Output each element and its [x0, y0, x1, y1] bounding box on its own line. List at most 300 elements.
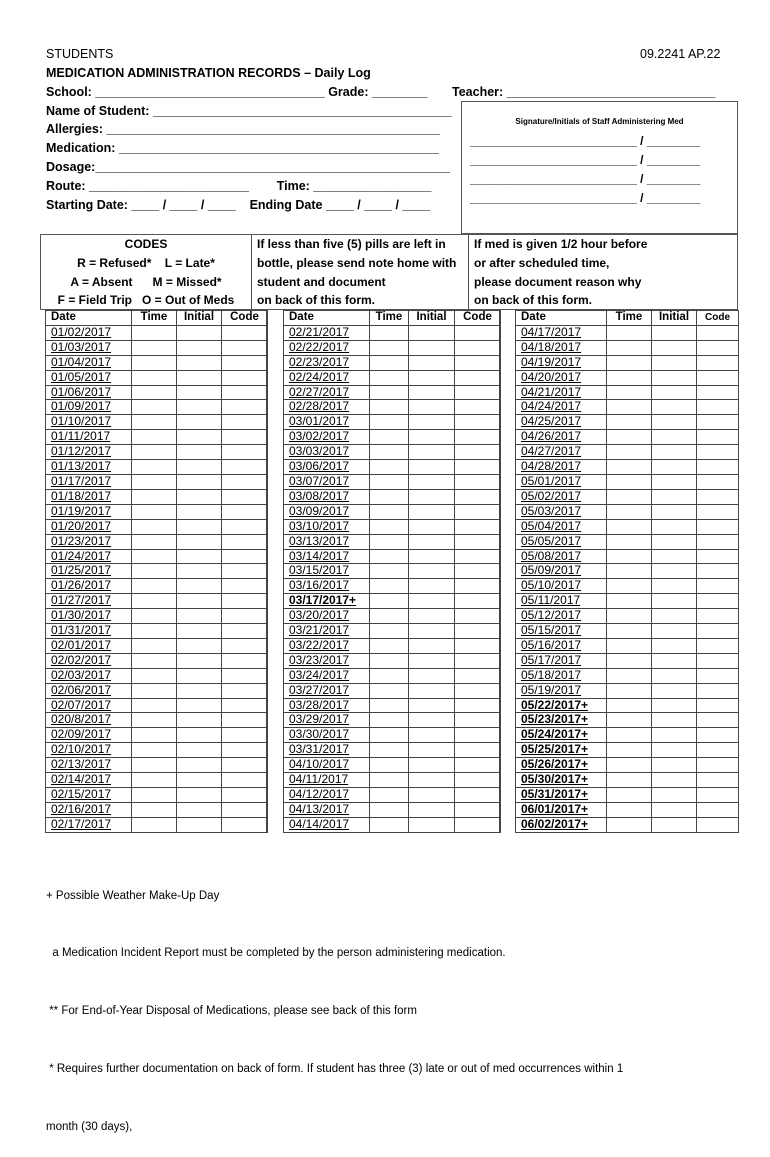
time-cell[interactable]	[132, 638, 177, 653]
signature-line-3[interactable]: _________________________ / ________	[470, 172, 701, 186]
code-cell[interactable]	[697, 430, 739, 445]
initial-cell[interactable]	[652, 638, 697, 653]
initial-cell[interactable]	[177, 415, 222, 430]
time-cell[interactable]	[607, 564, 652, 579]
initial-cell[interactable]	[652, 430, 697, 445]
time-cell[interactable]	[370, 564, 409, 579]
code-cell[interactable]	[455, 802, 501, 817]
code-cell[interactable]	[222, 474, 268, 489]
time-cell[interactable]	[370, 400, 409, 415]
time-cell[interactable]	[132, 609, 177, 624]
initial-cell[interactable]	[409, 728, 455, 743]
time-cell[interactable]	[132, 579, 177, 594]
time-cell[interactable]	[132, 534, 177, 549]
code-cell[interactable]	[697, 519, 739, 534]
code-cell[interactable]	[697, 445, 739, 460]
time-cell[interactable]	[370, 340, 409, 355]
time-cell[interactable]	[132, 325, 177, 340]
initial-cell[interactable]	[409, 400, 455, 415]
code-cell[interactable]	[222, 340, 268, 355]
signature-line-4[interactable]: _________________________ / ________	[470, 191, 701, 205]
initial-cell[interactable]	[409, 430, 455, 445]
time-cell[interactable]	[370, 430, 409, 445]
code-cell[interactable]	[455, 817, 501, 832]
code-cell[interactable]	[222, 534, 268, 549]
initial-cell[interactable]	[409, 624, 455, 639]
time-cell[interactable]	[607, 325, 652, 340]
time-cell[interactable]	[607, 743, 652, 758]
initial-cell[interactable]	[652, 385, 697, 400]
code-cell[interactable]	[455, 489, 501, 504]
code-cell[interactable]	[222, 653, 268, 668]
code-cell[interactable]	[697, 638, 739, 653]
time-cell[interactable]	[607, 430, 652, 445]
initial-cell[interactable]	[177, 683, 222, 698]
time-cell[interactable]	[607, 788, 652, 803]
initial-cell[interactable]	[652, 460, 697, 475]
time-cell[interactable]	[132, 773, 177, 788]
code-cell[interactable]	[222, 549, 268, 564]
time-cell[interactable]	[370, 624, 409, 639]
time-cell[interactable]	[132, 460, 177, 475]
school-grade-field[interactable]: School: _________________________________ Grade: ________	[46, 85, 428, 99]
initial-cell[interactable]	[177, 609, 222, 624]
time-cell[interactable]	[607, 594, 652, 609]
time-cell[interactable]	[607, 817, 652, 832]
code-cell[interactable]	[455, 624, 501, 639]
time-cell[interactable]	[607, 400, 652, 415]
code-cell[interactable]	[455, 728, 501, 743]
code-cell[interactable]	[697, 385, 739, 400]
initial-cell[interactable]	[652, 802, 697, 817]
time-cell[interactable]	[607, 504, 652, 519]
time-cell[interactable]	[607, 460, 652, 475]
code-cell[interactable]	[697, 504, 739, 519]
time-cell[interactable]	[132, 519, 177, 534]
time-cell[interactable]	[370, 788, 409, 803]
code-cell[interactable]	[222, 385, 268, 400]
code-cell[interactable]	[697, 534, 739, 549]
initial-cell[interactable]	[652, 788, 697, 803]
time-cell[interactable]	[132, 817, 177, 832]
initial-cell[interactable]	[652, 713, 697, 728]
initial-cell[interactable]	[177, 638, 222, 653]
initial-cell[interactable]	[177, 355, 222, 370]
time-cell[interactable]	[607, 355, 652, 370]
initial-cell[interactable]	[409, 325, 455, 340]
code-cell[interactable]	[222, 460, 268, 475]
code-cell[interactable]	[455, 445, 501, 460]
time-cell[interactable]	[132, 355, 177, 370]
time-cell[interactable]	[370, 668, 409, 683]
initial-cell[interactable]	[652, 594, 697, 609]
initial-cell[interactable]	[177, 400, 222, 415]
initial-cell[interactable]	[652, 445, 697, 460]
time-cell[interactable]	[132, 430, 177, 445]
code-cell[interactable]	[697, 817, 739, 832]
route-time-field[interactable]: Route: _______________________ Time: _________________	[46, 179, 432, 193]
code-cell[interactable]	[697, 698, 739, 713]
code-cell[interactable]	[455, 325, 501, 340]
time-cell[interactable]	[132, 445, 177, 460]
time-cell[interactable]	[370, 519, 409, 534]
code-cell[interactable]	[697, 564, 739, 579]
code-cell[interactable]	[455, 355, 501, 370]
initial-cell[interactable]	[177, 430, 222, 445]
code-cell[interactable]	[697, 773, 739, 788]
time-cell[interactable]	[370, 355, 409, 370]
code-cell[interactable]	[455, 609, 501, 624]
initial-cell[interactable]	[177, 579, 222, 594]
initial-cell[interactable]	[177, 743, 222, 758]
code-cell[interactable]	[697, 355, 739, 370]
initial-cell[interactable]	[409, 609, 455, 624]
code-cell[interactable]	[455, 788, 501, 803]
code-cell[interactable]	[222, 624, 268, 639]
initial-cell[interactable]	[652, 609, 697, 624]
time-cell[interactable]	[370, 817, 409, 832]
code-cell[interactable]	[455, 638, 501, 653]
time-cell[interactable]	[132, 698, 177, 713]
code-cell[interactable]	[697, 683, 739, 698]
initial-cell[interactable]	[652, 758, 697, 773]
initial-cell[interactable]	[409, 504, 455, 519]
initial-cell[interactable]	[652, 698, 697, 713]
time-cell[interactable]	[607, 668, 652, 683]
signature-line-2[interactable]: _________________________ / ________	[470, 153, 701, 167]
initial-cell[interactable]	[652, 400, 697, 415]
initial-cell[interactable]	[177, 564, 222, 579]
initial-cell[interactable]	[177, 624, 222, 639]
initial-cell[interactable]	[409, 519, 455, 534]
initial-cell[interactable]	[177, 519, 222, 534]
time-cell[interactable]	[132, 594, 177, 609]
time-cell[interactable]	[370, 594, 409, 609]
initial-cell[interactable]	[177, 340, 222, 355]
code-cell[interactable]	[455, 340, 501, 355]
time-cell[interactable]	[370, 773, 409, 788]
code-cell[interactable]	[222, 713, 268, 728]
code-cell[interactable]	[697, 489, 739, 504]
initial-cell[interactable]	[409, 355, 455, 370]
code-cell[interactable]	[222, 788, 268, 803]
initial-cell[interactable]	[409, 668, 455, 683]
initial-cell[interactable]	[177, 773, 222, 788]
initial-cell[interactable]	[652, 534, 697, 549]
time-cell[interactable]	[370, 802, 409, 817]
initial-cell[interactable]	[409, 773, 455, 788]
allergies-field[interactable]: Allergies: ________________________________________________	[46, 122, 441, 136]
initial-cell[interactable]	[409, 698, 455, 713]
dosage-field[interactable]: Dosage:___________________________________________________	[46, 160, 450, 174]
time-cell[interactable]	[607, 609, 652, 624]
time-cell[interactable]	[370, 385, 409, 400]
time-cell[interactable]	[132, 385, 177, 400]
code-cell[interactable]	[222, 802, 268, 817]
initial-cell[interactable]	[177, 549, 222, 564]
code-cell[interactable]	[455, 579, 501, 594]
initial-cell[interactable]	[409, 534, 455, 549]
code-cell[interactable]	[455, 460, 501, 475]
time-cell[interactable]	[607, 802, 652, 817]
code-cell[interactable]	[222, 594, 268, 609]
time-cell[interactable]	[132, 788, 177, 803]
code-cell[interactable]	[697, 549, 739, 564]
initial-cell[interactable]	[652, 743, 697, 758]
initial-cell[interactable]	[177, 385, 222, 400]
code-cell[interactable]	[222, 445, 268, 460]
code-cell[interactable]	[697, 325, 739, 340]
initial-cell[interactable]	[652, 653, 697, 668]
initial-cell[interactable]	[652, 519, 697, 534]
initial-cell[interactable]	[177, 325, 222, 340]
time-cell[interactable]	[607, 683, 652, 698]
time-cell[interactable]	[370, 460, 409, 475]
signature-line-1[interactable]: _________________________ / ________	[470, 134, 701, 148]
code-cell[interactable]	[222, 728, 268, 743]
time-cell[interactable]	[607, 758, 652, 773]
code-cell[interactable]	[697, 400, 739, 415]
time-cell[interactable]	[607, 519, 652, 534]
time-cell[interactable]	[370, 474, 409, 489]
time-cell[interactable]	[370, 683, 409, 698]
time-cell[interactable]	[607, 624, 652, 639]
code-cell[interactable]	[455, 758, 501, 773]
time-cell[interactable]	[607, 638, 652, 653]
code-cell[interactable]	[222, 519, 268, 534]
initial-cell[interactable]	[177, 504, 222, 519]
code-cell[interactable]	[222, 504, 268, 519]
code-cell[interactable]	[222, 698, 268, 713]
start-end-date-field[interactable]: Starting Date: ____ / ____ / ____ Ending Date ____ / ____ / ____	[46, 198, 431, 212]
initial-cell[interactable]	[652, 773, 697, 788]
code-cell[interactable]	[697, 788, 739, 803]
code-cell[interactable]	[455, 504, 501, 519]
time-cell[interactable]	[132, 683, 177, 698]
code-cell[interactable]	[697, 370, 739, 385]
initial-cell[interactable]	[409, 653, 455, 668]
code-cell[interactable]	[222, 400, 268, 415]
code-cell[interactable]	[697, 474, 739, 489]
initial-cell[interactable]	[652, 668, 697, 683]
time-cell[interactable]	[370, 713, 409, 728]
time-cell[interactable]	[370, 728, 409, 743]
time-cell[interactable]	[132, 668, 177, 683]
time-cell[interactable]	[132, 713, 177, 728]
time-cell[interactable]	[607, 773, 652, 788]
initial-cell[interactable]	[409, 460, 455, 475]
code-cell[interactable]	[222, 325, 268, 340]
code-cell[interactable]	[455, 519, 501, 534]
initial-cell[interactable]	[652, 415, 697, 430]
initial-cell[interactable]	[177, 817, 222, 832]
time-cell[interactable]	[370, 549, 409, 564]
initial-cell[interactable]	[652, 370, 697, 385]
initial-cell[interactable]	[177, 534, 222, 549]
time-cell[interactable]	[370, 504, 409, 519]
code-cell[interactable]	[697, 594, 739, 609]
time-cell[interactable]	[132, 653, 177, 668]
initial-cell[interactable]	[652, 325, 697, 340]
time-cell[interactable]	[370, 445, 409, 460]
time-cell[interactable]	[370, 534, 409, 549]
initial-cell[interactable]	[652, 579, 697, 594]
initial-cell[interactable]	[409, 758, 455, 773]
time-cell[interactable]	[370, 325, 409, 340]
code-cell[interactable]	[697, 340, 739, 355]
time-cell[interactable]	[132, 504, 177, 519]
initial-cell[interactable]	[177, 788, 222, 803]
time-cell[interactable]	[370, 638, 409, 653]
initial-cell[interactable]	[652, 817, 697, 832]
time-cell[interactable]	[132, 370, 177, 385]
initial-cell[interactable]	[409, 743, 455, 758]
initial-cell[interactable]	[177, 698, 222, 713]
time-cell[interactable]	[370, 415, 409, 430]
code-cell[interactable]	[455, 370, 501, 385]
initial-cell[interactable]	[409, 489, 455, 504]
time-cell[interactable]	[132, 758, 177, 773]
time-cell[interactable]	[607, 713, 652, 728]
time-cell[interactable]	[607, 653, 652, 668]
initial-cell[interactable]	[409, 788, 455, 803]
time-cell[interactable]	[132, 489, 177, 504]
code-cell[interactable]	[222, 758, 268, 773]
time-cell[interactable]	[132, 415, 177, 430]
time-cell[interactable]	[132, 564, 177, 579]
initial-cell[interactable]	[177, 758, 222, 773]
initial-cell[interactable]	[652, 504, 697, 519]
initial-cell[interactable]	[409, 445, 455, 460]
time-cell[interactable]	[370, 609, 409, 624]
initial-cell[interactable]	[409, 579, 455, 594]
time-cell[interactable]	[370, 698, 409, 713]
initial-cell[interactable]	[177, 474, 222, 489]
initial-cell[interactable]	[409, 549, 455, 564]
initial-cell[interactable]	[177, 370, 222, 385]
time-cell[interactable]	[607, 579, 652, 594]
time-cell[interactable]	[607, 415, 652, 430]
time-cell[interactable]	[132, 624, 177, 639]
code-cell[interactable]	[222, 638, 268, 653]
initial-cell[interactable]	[409, 817, 455, 832]
initial-cell[interactable]	[409, 594, 455, 609]
code-cell[interactable]	[455, 713, 501, 728]
time-cell[interactable]	[370, 579, 409, 594]
code-cell[interactable]	[697, 758, 739, 773]
initial-cell[interactable]	[652, 474, 697, 489]
code-cell[interactable]	[455, 668, 501, 683]
code-cell[interactable]	[697, 802, 739, 817]
code-cell[interactable]	[222, 683, 268, 698]
code-cell[interactable]	[455, 474, 501, 489]
initial-cell[interactable]	[409, 370, 455, 385]
code-cell[interactable]	[222, 489, 268, 504]
code-cell[interactable]	[222, 355, 268, 370]
medication-field[interactable]: Medication: ______________________________________________	[46, 141, 439, 155]
initial-cell[interactable]	[409, 683, 455, 698]
initial-cell[interactable]	[177, 728, 222, 743]
code-cell[interactable]	[697, 624, 739, 639]
initial-cell[interactable]	[652, 549, 697, 564]
initial-cell[interactable]	[177, 653, 222, 668]
initial-cell[interactable]	[177, 460, 222, 475]
code-cell[interactable]	[697, 728, 739, 743]
time-cell[interactable]	[607, 445, 652, 460]
time-cell[interactable]	[607, 534, 652, 549]
initial-cell[interactable]	[652, 564, 697, 579]
time-cell[interactable]	[370, 370, 409, 385]
initial-cell[interactable]	[409, 802, 455, 817]
code-cell[interactable]	[455, 698, 501, 713]
code-cell[interactable]	[222, 743, 268, 758]
time-cell[interactable]	[132, 549, 177, 564]
initial-cell[interactable]	[177, 594, 222, 609]
time-cell[interactable]	[132, 728, 177, 743]
initial-cell[interactable]	[177, 445, 222, 460]
code-cell[interactable]	[455, 683, 501, 698]
initial-cell[interactable]	[409, 474, 455, 489]
initial-cell[interactable]	[652, 355, 697, 370]
time-cell[interactable]	[607, 385, 652, 400]
code-cell[interactable]	[697, 460, 739, 475]
time-cell[interactable]	[607, 474, 652, 489]
code-cell[interactable]	[697, 743, 739, 758]
code-cell[interactable]	[222, 609, 268, 624]
code-cell[interactable]	[455, 415, 501, 430]
initial-cell[interactable]	[409, 340, 455, 355]
code-cell[interactable]	[455, 430, 501, 445]
code-cell[interactable]	[222, 415, 268, 430]
code-cell[interactable]	[222, 430, 268, 445]
initial-cell[interactable]	[409, 564, 455, 579]
code-cell[interactable]	[455, 549, 501, 564]
code-cell[interactable]	[222, 668, 268, 683]
time-cell[interactable]	[132, 802, 177, 817]
code-cell[interactable]	[455, 773, 501, 788]
time-cell[interactable]	[370, 758, 409, 773]
time-cell[interactable]	[370, 489, 409, 504]
initial-cell[interactable]	[177, 713, 222, 728]
initial-cell[interactable]	[177, 489, 222, 504]
code-cell[interactable]	[455, 743, 501, 758]
time-cell[interactable]	[607, 340, 652, 355]
code-cell[interactable]	[455, 653, 501, 668]
initial-cell[interactable]	[409, 415, 455, 430]
code-cell[interactable]	[697, 415, 739, 430]
code-cell[interactable]	[455, 564, 501, 579]
initial-cell[interactable]	[652, 683, 697, 698]
time-cell[interactable]	[607, 728, 652, 743]
code-cell[interactable]	[222, 370, 268, 385]
code-cell[interactable]	[697, 668, 739, 683]
code-cell[interactable]	[697, 653, 739, 668]
time-cell[interactable]	[370, 743, 409, 758]
initial-cell[interactable]	[652, 728, 697, 743]
time-cell[interactable]	[132, 400, 177, 415]
code-cell[interactable]	[697, 609, 739, 624]
time-cell[interactable]	[370, 653, 409, 668]
time-cell[interactable]	[607, 489, 652, 504]
time-cell[interactable]	[607, 549, 652, 564]
initial-cell[interactable]	[409, 713, 455, 728]
code-cell[interactable]	[697, 713, 739, 728]
code-cell[interactable]	[222, 817, 268, 832]
initial-cell[interactable]	[409, 638, 455, 653]
code-cell[interactable]	[455, 400, 501, 415]
time-cell[interactable]	[132, 743, 177, 758]
time-cell[interactable]	[607, 698, 652, 713]
